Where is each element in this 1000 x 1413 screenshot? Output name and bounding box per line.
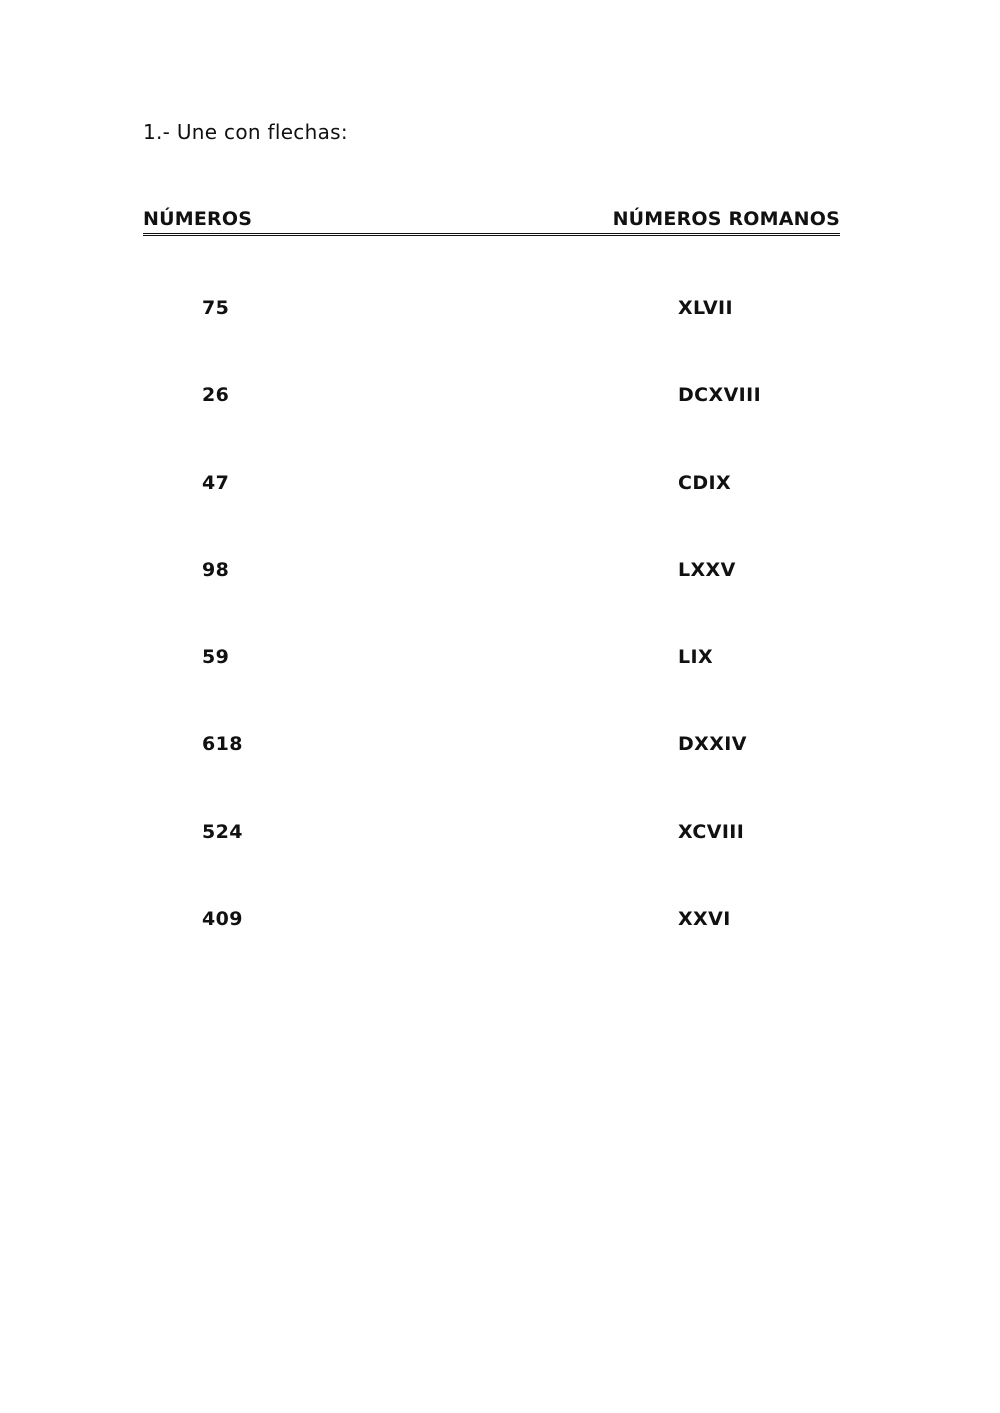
roman-numeral[interactable]: LIX	[678, 646, 714, 669]
arabic-number[interactable]: 26	[202, 384, 230, 407]
matching-row	[0, 470, 1000, 557]
matching-row	[0, 382, 1000, 469]
arabic-number[interactable]: 524	[202, 820, 243, 843]
matching-row	[0, 644, 1000, 731]
exercise-instruction: 1.- Une con flechas:	[143, 120, 348, 144]
column-headers	[143, 207, 840, 236]
roman-numeral[interactable]: XCVIII	[678, 820, 745, 843]
roman-numeral[interactable]: DXXIV	[678, 733, 747, 756]
matching-list	[0, 295, 1000, 993]
roman-numeral[interactable]: XXVI	[678, 908, 731, 931]
arabic-number[interactable]: 59	[202, 646, 230, 669]
numbers-column-title: NÚMEROS	[143, 208, 253, 230]
arabic-number[interactable]: 409	[202, 908, 243, 931]
roman-numeral[interactable]: LXXV	[678, 558, 736, 581]
matching-row	[0, 295, 1000, 382]
roman-numeral[interactable]: CDIX	[678, 471, 732, 494]
roman-numeral[interactable]: DCXVIII	[678, 384, 762, 407]
arabic-number[interactable]: 75	[202, 297, 230, 319]
arabic-number[interactable]: 98	[202, 558, 230, 581]
matching-row	[0, 731, 1000, 818]
matching-row	[0, 819, 1000, 906]
roman-numeral[interactable]: XLVII	[678, 297, 733, 319]
arabic-number[interactable]: 47	[202, 471, 230, 494]
roman-numerals-column-title: NÚMEROS ROMANOS	[612, 208, 840, 230]
arabic-number[interactable]: 618	[202, 733, 243, 756]
matching-row	[0, 906, 1000, 993]
matching-row	[0, 557, 1000, 644]
